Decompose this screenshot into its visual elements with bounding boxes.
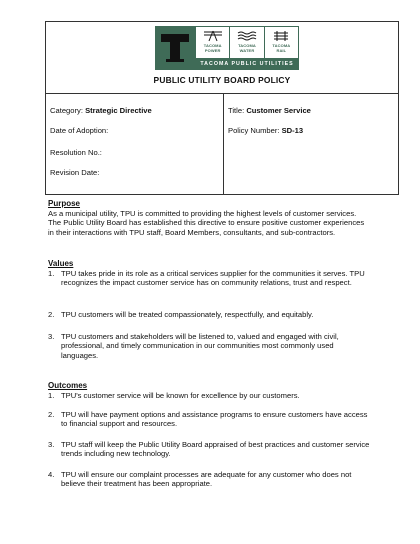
division-power-line2: POWER (204, 47, 221, 53)
category-label: Category: (50, 106, 83, 115)
outcomes-item-4-number: 4. (48, 470, 55, 479)
rail-tracks-icon (270, 30, 292, 42)
values-item-2 (48, 310, 370, 319)
division-water-line1: TACOMA (238, 43, 256, 48)
logo-divisions-block (195, 26, 299, 70)
outcomes-item-2 (48, 410, 370, 429)
tpu-logo (155, 26, 299, 70)
values-item-1-text: TPU takes pride in its role as a critical services supplier for the communities it serves. TPU recognizes the impact customer service has on community relations, trust and respect. (61, 269, 365, 288)
values-item-3-number: 3. (48, 332, 55, 341)
values-heading: Values (48, 259, 74, 268)
power-lines-icon (202, 30, 224, 42)
outcomes-item-2-number: 2. (48, 410, 55, 419)
values-item-3 (48, 332, 370, 360)
purpose-text: As a municipal utility, TPU is committed to providing the highest levels of customer services. The Public Utility Board has established this directive to ensure positive customer experiences in their interactions with TPU staff, Board Members, consultants, and sub-contractors. (48, 209, 365, 237)
policy-number-label: Policy Number: (228, 126, 280, 135)
policy-info-table (45, 94, 399, 195)
division-rail (264, 27, 298, 58)
info-table-divider (223, 94, 224, 194)
outcomes-item-2-text: TPU will have payment options and assistance programs to ensure customers have access to financial support and resources. (61, 410, 368, 429)
values-item-1-number: 1. (48, 269, 55, 278)
logo-divisions (195, 26, 299, 58)
values-item-3-text: TPU customers and stakeholders will be listened to, valued and engaged with civil, professional, and timely communication in our communities most commonly used languages. (61, 332, 339, 360)
division-water (229, 27, 263, 58)
outcomes-item-4-text: TPU will ensure our complaint processes are adequate for any customer who does not believe their treatment has been appropriate. (61, 470, 352, 489)
policy-number-cell (228, 126, 303, 135)
policy-title: PUBLIC UTILITY BOARD POLICY (153, 75, 291, 85)
outcomes-item-1 (48, 391, 370, 400)
outcomes-item-3 (48, 440, 370, 459)
outcomes-item-3-text: TPU staff will keep the Public Utility Board appraised of best practices and customer service trends including new technology. (61, 440, 370, 459)
revision-date-label: Revision Date: (50, 168, 100, 177)
resolution-label: Resolution No.: (50, 148, 102, 157)
outcomes-heading: Outcomes (48, 381, 88, 390)
title-label: Title: (228, 106, 245, 115)
header-box (45, 21, 399, 94)
water-waves-icon (236, 30, 258, 42)
division-rail-line2: RAIL (276, 47, 287, 53)
logo-footer-text: TACOMA PUBLIC UTILITIES (195, 58, 299, 70)
purpose-heading: Purpose (48, 199, 81, 208)
category-cell (50, 106, 152, 115)
division-power-line1: TACOMA (203, 43, 222, 48)
division-power (195, 27, 229, 58)
outcomes-item-1-text: TPU's customer service will be known for excellence by our customers. (61, 391, 300, 400)
values-item-2-number: 2. (48, 310, 55, 319)
values-item-1 (48, 269, 370, 288)
adoption-date-label: Date of Adoption: (50, 126, 109, 135)
outcomes-item-4 (48, 470, 370, 489)
title-value: Customer Service (246, 106, 311, 115)
t-letter-icon (155, 26, 195, 70)
division-rail-line1: TACOMA (272, 43, 291, 48)
outcomes-item-3-number: 3. (48, 440, 55, 449)
division-water-line2: WATER (239, 47, 255, 53)
policy-number-value: SD-13 (281, 126, 304, 135)
values-item-2-text: TPU customers will be treated compassionately, respectfully, and equitably. (61, 310, 314, 319)
category-value: Strategic Directive (85, 106, 152, 115)
outcomes-item-1-number: 1. (48, 391, 55, 400)
title-cell (228, 106, 311, 115)
